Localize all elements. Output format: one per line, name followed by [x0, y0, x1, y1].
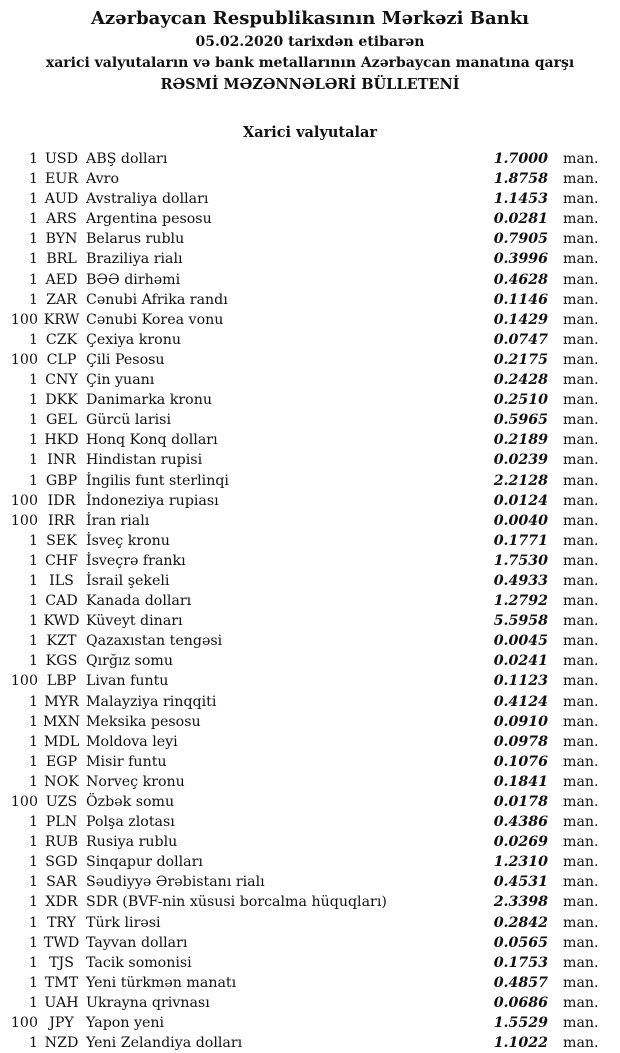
quantity-cell: 1 — [28, 954, 38, 971]
currency-code-cell: INR — [47, 452, 76, 469]
currency-code-cell: KRW — [43, 311, 80, 328]
rate-cell: 0.4124 — [493, 693, 548, 710]
quantity-cell: 1 — [28, 733, 38, 750]
unit-cell: man. — [563, 994, 599, 1011]
currency-code-cell: MYR — [44, 693, 79, 710]
unit-cell: man. — [563, 693, 599, 710]
currency-name-cell: Norveç kronu — [86, 773, 185, 790]
table-row — [0, 732, 620, 752]
unit-cell: man. — [563, 512, 599, 529]
currency-name-cell: BƏƏ dirhəmi — [86, 271, 181, 288]
currency-code-cell: ZAR — [46, 291, 77, 308]
unit-cell: man. — [563, 794, 599, 810]
table-row — [0, 491, 620, 511]
currency-code-cell: BYN — [45, 231, 78, 248]
table-row — [0, 953, 620, 973]
rate-cell: 0.5965 — [493, 412, 548, 429]
unit-cell: man. — [563, 452, 599, 469]
currency-name-cell: Kanada dolları — [86, 593, 192, 610]
unit-cell: man. — [563, 572, 599, 589]
quantity-cell: 1 — [28, 914, 38, 931]
table-row — [0, 892, 620, 912]
currency-name-cell: Danimarka kronu — [86, 392, 212, 409]
unit-cell: man. — [563, 834, 599, 851]
rate-cell: 1.1022 — [493, 1035, 548, 1052]
table-row — [0, 611, 620, 631]
rate-cell: 1.8758 — [493, 171, 548, 188]
quantity-cell: 1 — [28, 552, 38, 569]
currency-name-cell: Braziliya rialı — [86, 251, 183, 268]
rate-cell: 1.2792 — [493, 593, 548, 610]
currency-code-cell: HKD — [44, 432, 79, 449]
unit-cell: man. — [563, 472, 599, 489]
rate-cell: 0.4628 — [493, 271, 548, 288]
quantity-cell: 1 — [28, 211, 38, 228]
currency-name-cell: Çexiya kronu — [86, 331, 181, 348]
quantity-cell: 1 — [28, 472, 38, 489]
currency-code-cell: KGS — [45, 653, 78, 670]
currency-code-cell: TMT — [44, 974, 79, 991]
unit-cell: man. — [563, 412, 599, 429]
unit-cell: man. — [563, 934, 599, 951]
unit-cell: man. — [563, 291, 599, 308]
currency-code-cell: XDR — [45, 894, 78, 911]
currency-code-cell: IDR — [47, 492, 76, 509]
rate-cell: 0.0178 — [493, 794, 548, 810]
unit-cell: man. — [563, 773, 599, 790]
currency-name-cell: İsveç kronu — [86, 532, 170, 549]
rate-cell: 0.1771 — [493, 532, 548, 549]
quantity-cell: 1 — [28, 432, 38, 449]
quantity-cell: 1 — [28, 251, 38, 268]
quantity-cell: 1 — [28, 834, 38, 851]
currency-name-cell: Çin yuanı — [86, 372, 155, 389]
quantity-cell: 1 — [28, 331, 38, 348]
rate-cell: 0.0978 — [493, 733, 548, 750]
rate-cell: 5.5958 — [493, 613, 548, 630]
currency-name-cell: İran rialı — [86, 512, 150, 529]
currency-name-cell: Türk lirəsi — [86, 914, 161, 931]
section-title-foreign-currencies: Xarici valyutalar — [242, 124, 378, 141]
rate-cell: 0.7905 — [493, 231, 548, 248]
table-row — [0, 692, 620, 712]
table-row — [0, 812, 620, 832]
rate-cell: 1.7000 — [493, 151, 548, 167]
currency-code-cell: CLP — [46, 351, 77, 368]
rate-cell: 0.4933 — [493, 572, 548, 589]
currency-code-cell: NZD — [44, 1035, 79, 1052]
quantity-cell: 1 — [28, 633, 38, 650]
rate-cell: 0.0747 — [493, 331, 548, 348]
currency-name-cell: Avstraliya dolları — [86, 191, 209, 208]
rate-cell: 0.0686 — [493, 994, 548, 1011]
currency-code-cell: SGD — [45, 854, 78, 871]
currency-name-cell: Səudiyyə Ərəbistanı rialı — [86, 874, 265, 891]
rate-cell: 0.0045 — [493, 633, 548, 650]
currency-code-cell: ILS — [49, 572, 74, 589]
currency-code-cell: SAR — [46, 874, 77, 891]
currency-name-cell: Tacik somonisi — [86, 954, 192, 971]
quantity-cell: 100 — [10, 311, 38, 328]
currency-name-cell: Meksika pesosu — [86, 713, 201, 730]
currency-code-cell: UAH — [44, 994, 79, 1011]
currency-code-cell: IRR — [48, 512, 75, 529]
unit-cell: man. — [563, 532, 599, 549]
quantity-cell: 1 — [28, 532, 38, 549]
unit-cell: man. — [563, 351, 599, 368]
table-row — [0, 651, 620, 671]
table-row — [0, 290, 620, 310]
unit-cell: man. — [563, 331, 599, 348]
quantity-cell: 1 — [28, 231, 38, 248]
currency-name-cell: Yapon yeni — [86, 1015, 165, 1032]
currency-name-cell: İsveçrə frankı — [86, 552, 186, 569]
quantity-cell: 100 — [10, 794, 38, 810]
currency-name-cell: Polşa zlotası — [86, 814, 175, 831]
quantity-cell: 1 — [28, 392, 38, 409]
rate-cell: 0.1753 — [493, 954, 548, 971]
currency-name-cell: Ukrayna qrivnası — [86, 994, 210, 1011]
currency-code-cell: KWD — [43, 613, 80, 630]
table-row — [0, 410, 620, 430]
currency-name-cell: Cənubi Korea vonu — [86, 311, 224, 328]
quantity-cell: 1 — [28, 372, 38, 389]
table-row — [0, 832, 620, 852]
table-row — [0, 993, 620, 1013]
rate-cell: 0.3996 — [493, 251, 548, 268]
quantity-cell: 1 — [28, 854, 38, 871]
currency-name-cell: Küveyt dinarı — [86, 613, 183, 630]
currency-code-cell: PLN — [45, 814, 78, 831]
quantity-cell: 1 — [28, 814, 38, 831]
unit-cell: man. — [563, 552, 599, 569]
quantity-cell: 1 — [28, 693, 38, 710]
currency-name-cell: Argentina pesosu — [86, 211, 212, 228]
currency-code-cell: BRL — [46, 251, 77, 268]
currency-code-cell: USD — [44, 151, 79, 167]
currency-name-cell: Moldova leyi — [86, 733, 178, 750]
rate-cell: 0.0124 — [493, 492, 548, 509]
rate-cell: 0.0910 — [493, 713, 548, 730]
table-row — [0, 149, 620, 169]
unit-cell: man. — [563, 673, 599, 690]
quantity-cell: 1 — [28, 773, 38, 790]
rate-cell: 0.2428 — [493, 372, 548, 389]
table-row — [0, 390, 620, 410]
unit-cell: man. — [563, 733, 599, 750]
table-row — [0, 591, 620, 611]
table-row — [0, 471, 620, 491]
currency-code-cell: EGP — [45, 753, 78, 770]
rate-cell: 0.0040 — [493, 512, 548, 529]
quantity-cell: 1 — [28, 613, 38, 630]
currency-code-cell: EUR — [45, 171, 78, 188]
quantity-cell: 1 — [28, 151, 38, 167]
quantity-cell: 1 — [28, 653, 38, 670]
quantity-cell: 100 — [10, 673, 38, 690]
bulletin-title: RƏSMİ MƏZƏNNƏLƏRİ BÜLLETENİ — [160, 76, 460, 93]
unit-cell: man. — [563, 894, 599, 911]
rate-cell: 1.7530 — [493, 552, 548, 569]
table-row — [0, 270, 620, 290]
bulletin-header — [0, 0, 620, 95]
currency-name-cell: Qırğız somu — [86, 653, 173, 670]
quantity-cell: 100 — [10, 1015, 38, 1032]
currency-name-cell: Özbək somu — [86, 794, 175, 810]
table-row — [0, 430, 620, 450]
rate-cell: 2.2128 — [493, 472, 548, 489]
currency-code-cell: MDL — [43, 733, 80, 750]
unit-cell: man. — [563, 392, 599, 409]
currency-name-cell: Çili Pesosu — [86, 351, 165, 368]
rate-cell: 1.5529 — [493, 1015, 548, 1032]
quantity-cell: 1 — [28, 1035, 38, 1052]
unit-cell: man. — [563, 271, 599, 288]
unit-cell: man. — [563, 372, 599, 389]
rate-cell: 0.1076 — [493, 753, 548, 770]
unit-cell: man. — [563, 191, 599, 208]
quantity-cell: 1 — [28, 191, 38, 208]
quantity-cell: 1 — [28, 934, 38, 951]
currency-name-cell: SDR (BVF-nin xüsusi borcalma hüquqları) — [86, 894, 387, 911]
quantity-cell: 1 — [28, 593, 38, 610]
table-row — [0, 933, 620, 953]
currency-code-cell: KZT — [46, 633, 77, 650]
table-row — [0, 169, 620, 189]
currency-name-cell: Belarus rublu — [86, 231, 185, 248]
unit-cell: man. — [563, 713, 599, 730]
rate-cell: 2.3398 — [493, 894, 548, 911]
currency-code-cell: GBP — [45, 472, 78, 489]
table-row — [0, 209, 620, 229]
currency-name-cell: ABŞ dolları — [86, 151, 168, 167]
bank-title: Azərbaycan Respublikasının Mərkəzi Bankı — [90, 8, 530, 29]
currency-name-cell: Yeni Zelandiya dolları — [86, 1035, 243, 1052]
table-row — [0, 772, 620, 792]
rate-cell: 0.1841 — [493, 773, 548, 790]
quantity-cell: 1 — [28, 271, 38, 288]
currency-code-cell: CZK — [45, 331, 78, 348]
currency-name-cell: Hindistan rupisi — [86, 452, 203, 469]
quantity-cell: 1 — [28, 412, 38, 429]
unit-cell: man. — [563, 311, 599, 328]
rate-cell: 0.4531 — [493, 874, 548, 891]
table-row — [0, 1033, 620, 1053]
quantity-cell: 1 — [28, 894, 38, 911]
quantity-cell: 100 — [10, 492, 38, 509]
quantity-cell: 1 — [28, 291, 38, 308]
currency-name-cell: Sinqapur dolları — [86, 854, 203, 871]
bulletin-subtitle: xarici valyutaların və bank metallarının Azərbaycan manatına qarşı — [45, 55, 575, 71]
unit-cell: man. — [563, 633, 599, 650]
currency-rate-table — [0, 149, 620, 1053]
quantity-cell: 1 — [28, 171, 38, 188]
currency-name-cell: İndoneziya rupiası — [86, 492, 219, 509]
quantity-cell: 100 — [10, 512, 38, 529]
currency-code-cell: CHF — [44, 552, 79, 569]
table-row — [0, 310, 620, 330]
table-row — [0, 350, 620, 370]
currency-name-cell: Rusiya rublu — [86, 834, 178, 851]
unit-cell: man. — [563, 1015, 599, 1032]
unit-cell: man. — [563, 613, 599, 630]
table-row — [0, 551, 620, 571]
table-row — [0, 631, 620, 651]
table-row — [0, 671, 620, 691]
currency-name-cell: Misir funtu — [86, 753, 167, 770]
effective-date: 05.02.2020 tarixdən etibarən — [195, 34, 425, 50]
currency-code-cell: TJS — [49, 954, 74, 971]
table-row — [0, 571, 620, 591]
table-row — [0, 973, 620, 993]
currency-code-cell: CNY — [45, 372, 78, 389]
rate-cell: 0.0241 — [493, 653, 548, 670]
table-row — [0, 752, 620, 772]
currency-name-cell: Honq Konq dolları — [86, 432, 218, 449]
unit-cell: man. — [563, 974, 599, 991]
currency-code-cell: TWD — [43, 934, 80, 951]
currency-name-cell: Gürcü larisi — [86, 412, 171, 429]
quantity-cell: 1 — [28, 452, 38, 469]
unit-cell: man. — [563, 251, 599, 268]
currency-code-cell: DKK — [45, 392, 78, 409]
unit-cell: man. — [563, 954, 599, 971]
rate-cell: 0.0269 — [493, 834, 548, 851]
currency-name-cell: İngilis funt sterlinqi — [86, 472, 229, 489]
unit-cell: man. — [563, 211, 599, 228]
table-row — [0, 450, 620, 470]
currency-code-cell: ARS — [46, 211, 77, 228]
table-row — [0, 792, 620, 812]
table-row — [0, 249, 620, 269]
currency-name-cell: Livan funtu — [86, 673, 169, 690]
currency-code-cell: CAD — [45, 593, 78, 610]
unit-cell: man. — [563, 492, 599, 509]
rate-cell: 0.2175 — [493, 351, 548, 368]
currency-name-cell: Malayziya rinqqiti — [86, 693, 217, 710]
currency-code-cell: UZS — [45, 794, 78, 810]
currency-code-cell: GEL — [45, 412, 78, 429]
table-row — [0, 330, 620, 350]
currency-name-cell: Tayvan dolları — [86, 934, 188, 951]
unit-cell: man. — [563, 814, 599, 831]
rate-cell: 0.2189 — [493, 432, 548, 449]
table-row — [0, 852, 620, 872]
quantity-cell: 1 — [28, 994, 38, 1011]
rate-cell: 0.0239 — [493, 452, 548, 469]
currency-code-cell: AUD — [44, 191, 79, 208]
table-row — [0, 511, 620, 531]
unit-cell: man. — [563, 171, 599, 188]
rate-cell: 0.1123 — [493, 673, 548, 690]
unit-cell: man. — [563, 874, 599, 891]
currency-code-cell: RUB — [44, 834, 79, 851]
quantity-cell: 1 — [28, 713, 38, 730]
table-row — [0, 712, 620, 732]
currency-code-cell: LBP — [46, 673, 77, 690]
table-row — [0, 189, 620, 209]
unit-cell: man. — [563, 854, 599, 871]
unit-cell: man. — [563, 432, 599, 449]
currency-code-cell: TRY — [46, 914, 77, 931]
currency-name-cell: İsrail şekeli — [86, 572, 170, 589]
unit-cell: man. — [563, 593, 599, 610]
currency-name-cell: Cənubi Afrika randı — [86, 291, 228, 308]
table-row — [0, 1013, 620, 1033]
unit-cell: man. — [563, 753, 599, 770]
quantity-cell: 1 — [28, 753, 38, 770]
table-row — [0, 370, 620, 390]
currency-code-cell: SEK — [46, 532, 77, 549]
quantity-cell: 100 — [10, 351, 38, 368]
rate-cell: 0.2842 — [493, 914, 548, 931]
unit-cell: man. — [563, 1035, 599, 1052]
table-row — [0, 913, 620, 933]
rate-cell: 0.1146 — [493, 291, 548, 308]
unit-cell: man. — [563, 151, 599, 167]
rate-cell: 0.1429 — [493, 311, 548, 328]
table-row — [0, 872, 620, 892]
table-row — [0, 229, 620, 249]
rate-cell: 1.2310 — [493, 854, 548, 871]
currency-code-cell: MXN — [42, 713, 81, 730]
rate-cell: 0.0281 — [493, 211, 548, 228]
currency-name-cell: Avro — [86, 171, 120, 188]
rate-cell: 0.4386 — [493, 814, 548, 831]
unit-cell: man. — [563, 653, 599, 670]
quantity-cell: 1 — [28, 572, 38, 589]
currency-code-cell: JPY — [49, 1015, 74, 1032]
currency-code-cell: NOK — [44, 773, 79, 790]
rate-cell: 0.0565 — [493, 934, 548, 951]
unit-cell: man. — [563, 231, 599, 248]
rate-cell: 0.4857 — [493, 974, 548, 991]
quantity-cell: 1 — [28, 974, 38, 991]
currency-code-cell: AED — [45, 271, 78, 288]
currency-name-cell: Qazaxıstan tengəsi — [86, 633, 223, 650]
table-row — [0, 531, 620, 551]
currency-name-cell: Yeni türkmən manatı — [86, 974, 237, 991]
unit-cell: man. — [563, 914, 599, 931]
quantity-cell: 1 — [28, 874, 38, 891]
rate-cell: 0.2510 — [493, 392, 548, 409]
rate-cell: 1.1453 — [493, 191, 548, 208]
